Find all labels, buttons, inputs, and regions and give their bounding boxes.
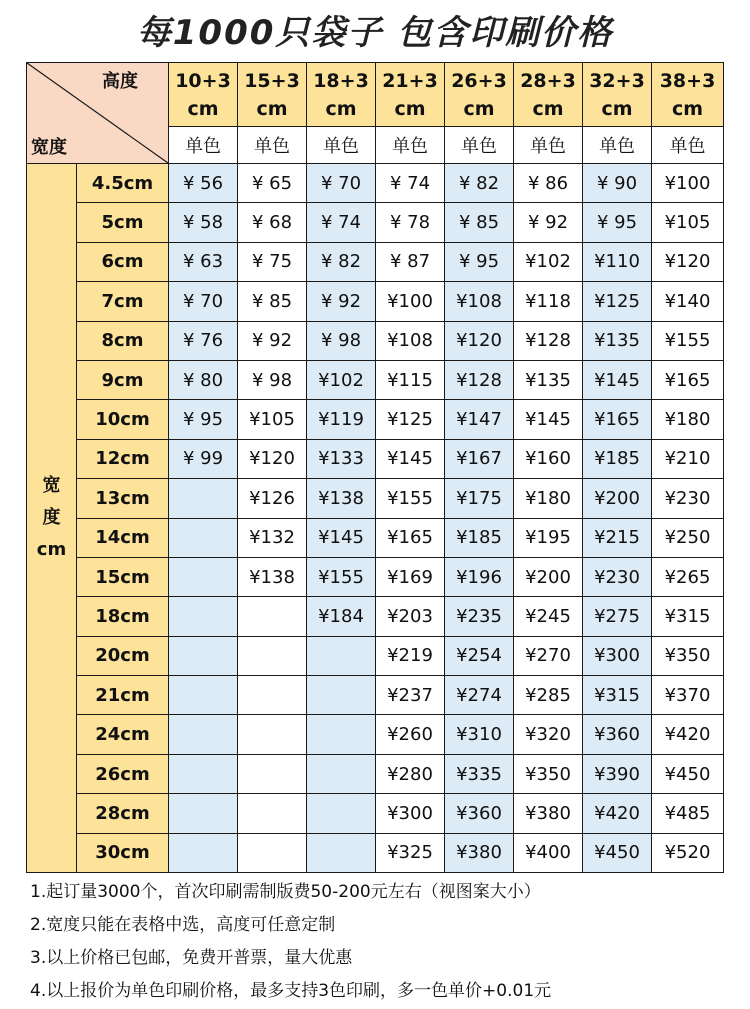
side-label-part: cm <box>36 539 67 561</box>
price-cell: ¥155 <box>652 321 724 360</box>
price-cell: ¥215 <box>583 518 652 557</box>
width-label: 14cm <box>77 518 169 557</box>
width-label: 24cm <box>77 715 169 754</box>
price-cell: ¥125 <box>376 400 445 439</box>
price-cell: ¥420 <box>583 794 652 833</box>
height-value: 18+3 <box>313 69 369 92</box>
price-cell: ¥ 92 <box>238 321 307 360</box>
price-cell <box>307 754 376 793</box>
height-unit: cm <box>394 97 426 120</box>
table-row <box>27 479 724 518</box>
width-label: 15cm <box>77 557 169 596</box>
height-header <box>583 63 652 127</box>
price-cell: ¥320 <box>514 715 583 754</box>
side-label-part: 度 <box>42 507 61 529</box>
price-cell: ¥ 74 <box>376 164 445 203</box>
height-value: 32+3 <box>589 69 645 92</box>
price-cell <box>169 754 238 793</box>
price-cell: ¥ 95 <box>445 242 514 281</box>
price-cell: ¥310 <box>445 715 514 754</box>
price-cell: ¥195 <box>514 518 583 557</box>
price-cell: ¥145 <box>376 439 445 478</box>
price-cell: ¥ 95 <box>169 400 238 439</box>
price-cell: ¥ 63 <box>169 242 238 281</box>
price-cell: ¥200 <box>514 557 583 596</box>
width-label: 5cm <box>77 203 169 242</box>
height-unit: cm <box>532 97 564 120</box>
height-value: 15+3 <box>244 69 300 92</box>
price-cell <box>169 833 238 872</box>
price-cell: ¥275 <box>583 597 652 636</box>
price-cell: ¥125 <box>583 282 652 321</box>
price-cell: ¥ 75 <box>238 242 307 281</box>
height-value: 38+3 <box>659 69 716 92</box>
price-cell: ¥128 <box>445 360 514 399</box>
color-label: 单色 <box>445 127 514 164</box>
price-cell: ¥155 <box>376 479 445 518</box>
width-label: 10cm <box>77 400 169 439</box>
price-cell: ¥138 <box>238 557 307 596</box>
width-label: 18cm <box>77 597 169 636</box>
table-row <box>27 360 724 399</box>
price-cell: ¥100 <box>376 282 445 321</box>
height-unit: cm <box>325 97 357 120</box>
table-row <box>27 518 724 557</box>
table-row <box>27 203 724 242</box>
price-cell <box>169 794 238 833</box>
price-cell: ¥400 <box>514 833 583 872</box>
price-cell: ¥119 <box>307 400 376 439</box>
price-cell <box>238 597 307 636</box>
price-cell <box>307 636 376 675</box>
price-cell <box>307 715 376 754</box>
price-cell: ¥ 82 <box>307 242 376 281</box>
price-cell <box>238 754 307 793</box>
corner-cell <box>27 63 169 164</box>
price-cell <box>307 833 376 872</box>
price-cell: ¥169 <box>376 557 445 596</box>
corner-width-label: 宽度 <box>31 137 67 158</box>
color-label: 单色 <box>583 127 652 164</box>
price-cell: ¥485 <box>652 794 724 833</box>
price-cell: ¥200 <box>583 479 652 518</box>
note-line: 1.起订量3000个，首次印刷需制版费50-200元左右（视图案大小） <box>30 882 541 902</box>
price-cell: ¥219 <box>376 636 445 675</box>
price-cell: ¥280 <box>376 754 445 793</box>
color-label: 单色 <box>169 127 238 164</box>
price-cell: ¥126 <box>238 479 307 518</box>
price-cell <box>169 636 238 675</box>
table-row <box>27 557 724 596</box>
price-cell <box>307 794 376 833</box>
width-label: 8cm <box>77 321 169 360</box>
price-cell: ¥185 <box>445 518 514 557</box>
height-header <box>238 63 307 127</box>
price-cell <box>238 676 307 715</box>
width-side-label <box>27 164 77 873</box>
price-cell <box>238 794 307 833</box>
price-cell: ¥210 <box>652 439 724 478</box>
width-label: 7cm <box>77 282 169 321</box>
price-cell: ¥105 <box>652 203 724 242</box>
price-cell: ¥315 <box>652 597 724 636</box>
price-cell: ¥128 <box>514 321 583 360</box>
price-cell: ¥175 <box>445 479 514 518</box>
price-cell: ¥165 <box>376 518 445 557</box>
price-cell: ¥155 <box>307 557 376 596</box>
price-cell: ¥135 <box>514 360 583 399</box>
price-cell: ¥ 65 <box>238 164 307 203</box>
price-cell <box>169 597 238 636</box>
price-cell: ¥147 <box>445 400 514 439</box>
color-label: 单色 <box>376 127 445 164</box>
price-cell <box>169 479 238 518</box>
price-cell: ¥138 <box>307 479 376 518</box>
price-cell: ¥ 68 <box>238 203 307 242</box>
height-header <box>169 63 238 127</box>
table-row <box>27 282 724 321</box>
price-cell <box>307 676 376 715</box>
price-cell: ¥360 <box>583 715 652 754</box>
price-cell: ¥350 <box>514 754 583 793</box>
height-value: 10+3 <box>175 69 231 92</box>
price-cell: ¥115 <box>376 360 445 399</box>
price-cell: ¥118 <box>514 282 583 321</box>
note-line: 4.以上报价为单色印刷价格，最多支持3色印刷，多一色单价+0.01元 <box>30 981 552 1001</box>
price-cell: ¥230 <box>652 479 724 518</box>
price-cell: ¥102 <box>514 242 583 281</box>
table-row <box>27 794 724 833</box>
table-row <box>27 439 724 478</box>
price-cell: ¥167 <box>445 439 514 478</box>
color-label: 单色 <box>652 127 724 164</box>
table-row <box>27 833 724 872</box>
price-cell: ¥100 <box>652 164 724 203</box>
price-cell: ¥145 <box>583 360 652 399</box>
price-cell: ¥160 <box>514 439 583 478</box>
price-cell: ¥ 98 <box>238 360 307 399</box>
height-header <box>652 63 724 127</box>
color-label: 单色 <box>238 127 307 164</box>
price-cell: ¥145 <box>514 400 583 439</box>
price-cell: ¥315 <box>583 676 652 715</box>
price-cell: ¥140 <box>652 282 724 321</box>
price-cell: ¥230 <box>583 557 652 596</box>
price-cell <box>238 833 307 872</box>
price-cell: ¥325 <box>376 833 445 872</box>
price-cell: ¥108 <box>376 321 445 360</box>
price-cell: ¥274 <box>445 676 514 715</box>
price-cell: ¥ 98 <box>307 321 376 360</box>
price-cell: ¥180 <box>514 479 583 518</box>
price-cell: ¥245 <box>514 597 583 636</box>
price-cell: ¥ 70 <box>169 282 238 321</box>
width-label: 12cm <box>77 439 169 478</box>
price-cell: ¥260 <box>376 715 445 754</box>
price-cell: ¥285 <box>514 676 583 715</box>
price-cell: ¥203 <box>376 597 445 636</box>
table-row <box>27 715 724 754</box>
note-line: 2.宽度只能在表格中选，高度可任意定制 <box>30 915 336 935</box>
height-unit: cm <box>463 97 495 120</box>
price-cell: ¥ 58 <box>169 203 238 242</box>
price-cell: ¥ 95 <box>583 203 652 242</box>
price-cell: ¥185 <box>583 439 652 478</box>
height-unit: cm <box>187 97 219 120</box>
price-cell: ¥ 92 <box>514 203 583 242</box>
price-cell: ¥184 <box>307 597 376 636</box>
color-label: 单色 <box>307 127 376 164</box>
price-cell <box>238 715 307 754</box>
price-cell: ¥ 74 <box>307 203 376 242</box>
price-cell <box>238 636 307 675</box>
price-cell: ¥350 <box>652 636 724 675</box>
table-row <box>27 597 724 636</box>
width-label: 6cm <box>77 242 169 281</box>
price-cell: ¥ 99 <box>169 439 238 478</box>
price-cell: ¥ 85 <box>238 282 307 321</box>
price-cell: ¥370 <box>652 676 724 715</box>
price-cell: ¥ 92 <box>307 282 376 321</box>
height-header <box>445 63 514 127</box>
height-unit: cm <box>671 97 704 120</box>
price-cell: ¥265 <box>652 557 724 596</box>
width-label: 21cm <box>77 676 169 715</box>
price-cell: ¥450 <box>583 833 652 872</box>
width-label: 30cm <box>77 833 169 872</box>
price-cell: ¥520 <box>652 833 724 872</box>
price-cell: ¥165 <box>652 360 724 399</box>
price-cell: ¥ 76 <box>169 321 238 360</box>
height-unit: cm <box>256 97 288 120</box>
price-cell: ¥196 <box>445 557 514 596</box>
price-cell: ¥250 <box>652 518 724 557</box>
height-unit: cm <box>601 97 633 120</box>
price-cell: ¥120 <box>238 439 307 478</box>
width-label: 9cm <box>77 360 169 399</box>
price-cell <box>169 557 238 596</box>
price-cell: ¥300 <box>583 636 652 675</box>
price-cell: ¥ 80 <box>169 360 238 399</box>
price-cell: ¥105 <box>238 400 307 439</box>
price-cell: ¥ 82 <box>445 164 514 203</box>
table-row <box>27 400 724 439</box>
price-cell: ¥180 <box>652 400 724 439</box>
price-cell: ¥132 <box>238 518 307 557</box>
width-label: 13cm <box>77 479 169 518</box>
width-label: 4.5cm <box>77 164 169 203</box>
height-header <box>376 63 445 127</box>
page-title: 每1000只袋子 包含印刷价格 <box>136 13 614 53</box>
price-cell: ¥ 70 <box>307 164 376 203</box>
price-cell <box>169 715 238 754</box>
price-cell: ¥110 <box>583 242 652 281</box>
table-row <box>27 164 724 203</box>
width-label: 28cm <box>77 794 169 833</box>
price-cell <box>169 518 238 557</box>
height-value: 21+3 <box>382 69 438 92</box>
price-cell: ¥108 <box>445 282 514 321</box>
table-row <box>27 676 724 715</box>
price-cell: ¥380 <box>445 833 514 872</box>
price-cell: ¥120 <box>445 321 514 360</box>
height-value: 26+3 <box>451 69 507 92</box>
price-cell: ¥ 56 <box>169 164 238 203</box>
height-value: 28+3 <box>520 69 576 92</box>
color-label: 单色 <box>514 127 583 164</box>
side-label-part: 宽 <box>42 475 61 497</box>
table-row <box>27 636 724 675</box>
price-cell: ¥133 <box>307 439 376 478</box>
width-label: 26cm <box>77 754 169 793</box>
price-cell: ¥ 90 <box>583 164 652 203</box>
table-row <box>27 321 724 360</box>
price-cell: ¥102 <box>307 360 376 399</box>
price-cell: ¥145 <box>307 518 376 557</box>
price-cell: ¥235 <box>445 597 514 636</box>
height-header <box>307 63 376 127</box>
table-row <box>27 754 724 793</box>
price-cell: ¥237 <box>376 676 445 715</box>
width-label: 20cm <box>77 636 169 675</box>
price-cell: ¥ 86 <box>514 164 583 203</box>
price-cell: ¥390 <box>583 754 652 793</box>
price-cell: ¥120 <box>652 242 724 281</box>
price-cell: ¥ 87 <box>376 242 445 281</box>
table-row <box>27 242 724 281</box>
price-cell: ¥ 85 <box>445 203 514 242</box>
price-cell: ¥135 <box>583 321 652 360</box>
height-header <box>514 63 583 127</box>
price-cell: ¥360 <box>445 794 514 833</box>
price-cell: ¥420 <box>652 715 724 754</box>
corner-height-label: 高度 <box>102 71 138 92</box>
price-cell: ¥270 <box>514 636 583 675</box>
price-table <box>26 62 724 873</box>
price-cell: ¥450 <box>652 754 724 793</box>
price-cell <box>169 676 238 715</box>
price-cell: ¥254 <box>445 636 514 675</box>
price-cell: ¥ 78 <box>376 203 445 242</box>
price-cell: ¥380 <box>514 794 583 833</box>
note-line: 3.以上价格已包邮，免费开普票，量大优惠 <box>30 948 353 968</box>
price-cell: ¥165 <box>583 400 652 439</box>
notes-section <box>30 876 730 1008</box>
price-cell: ¥300 <box>376 794 445 833</box>
price-cell: ¥335 <box>445 754 514 793</box>
